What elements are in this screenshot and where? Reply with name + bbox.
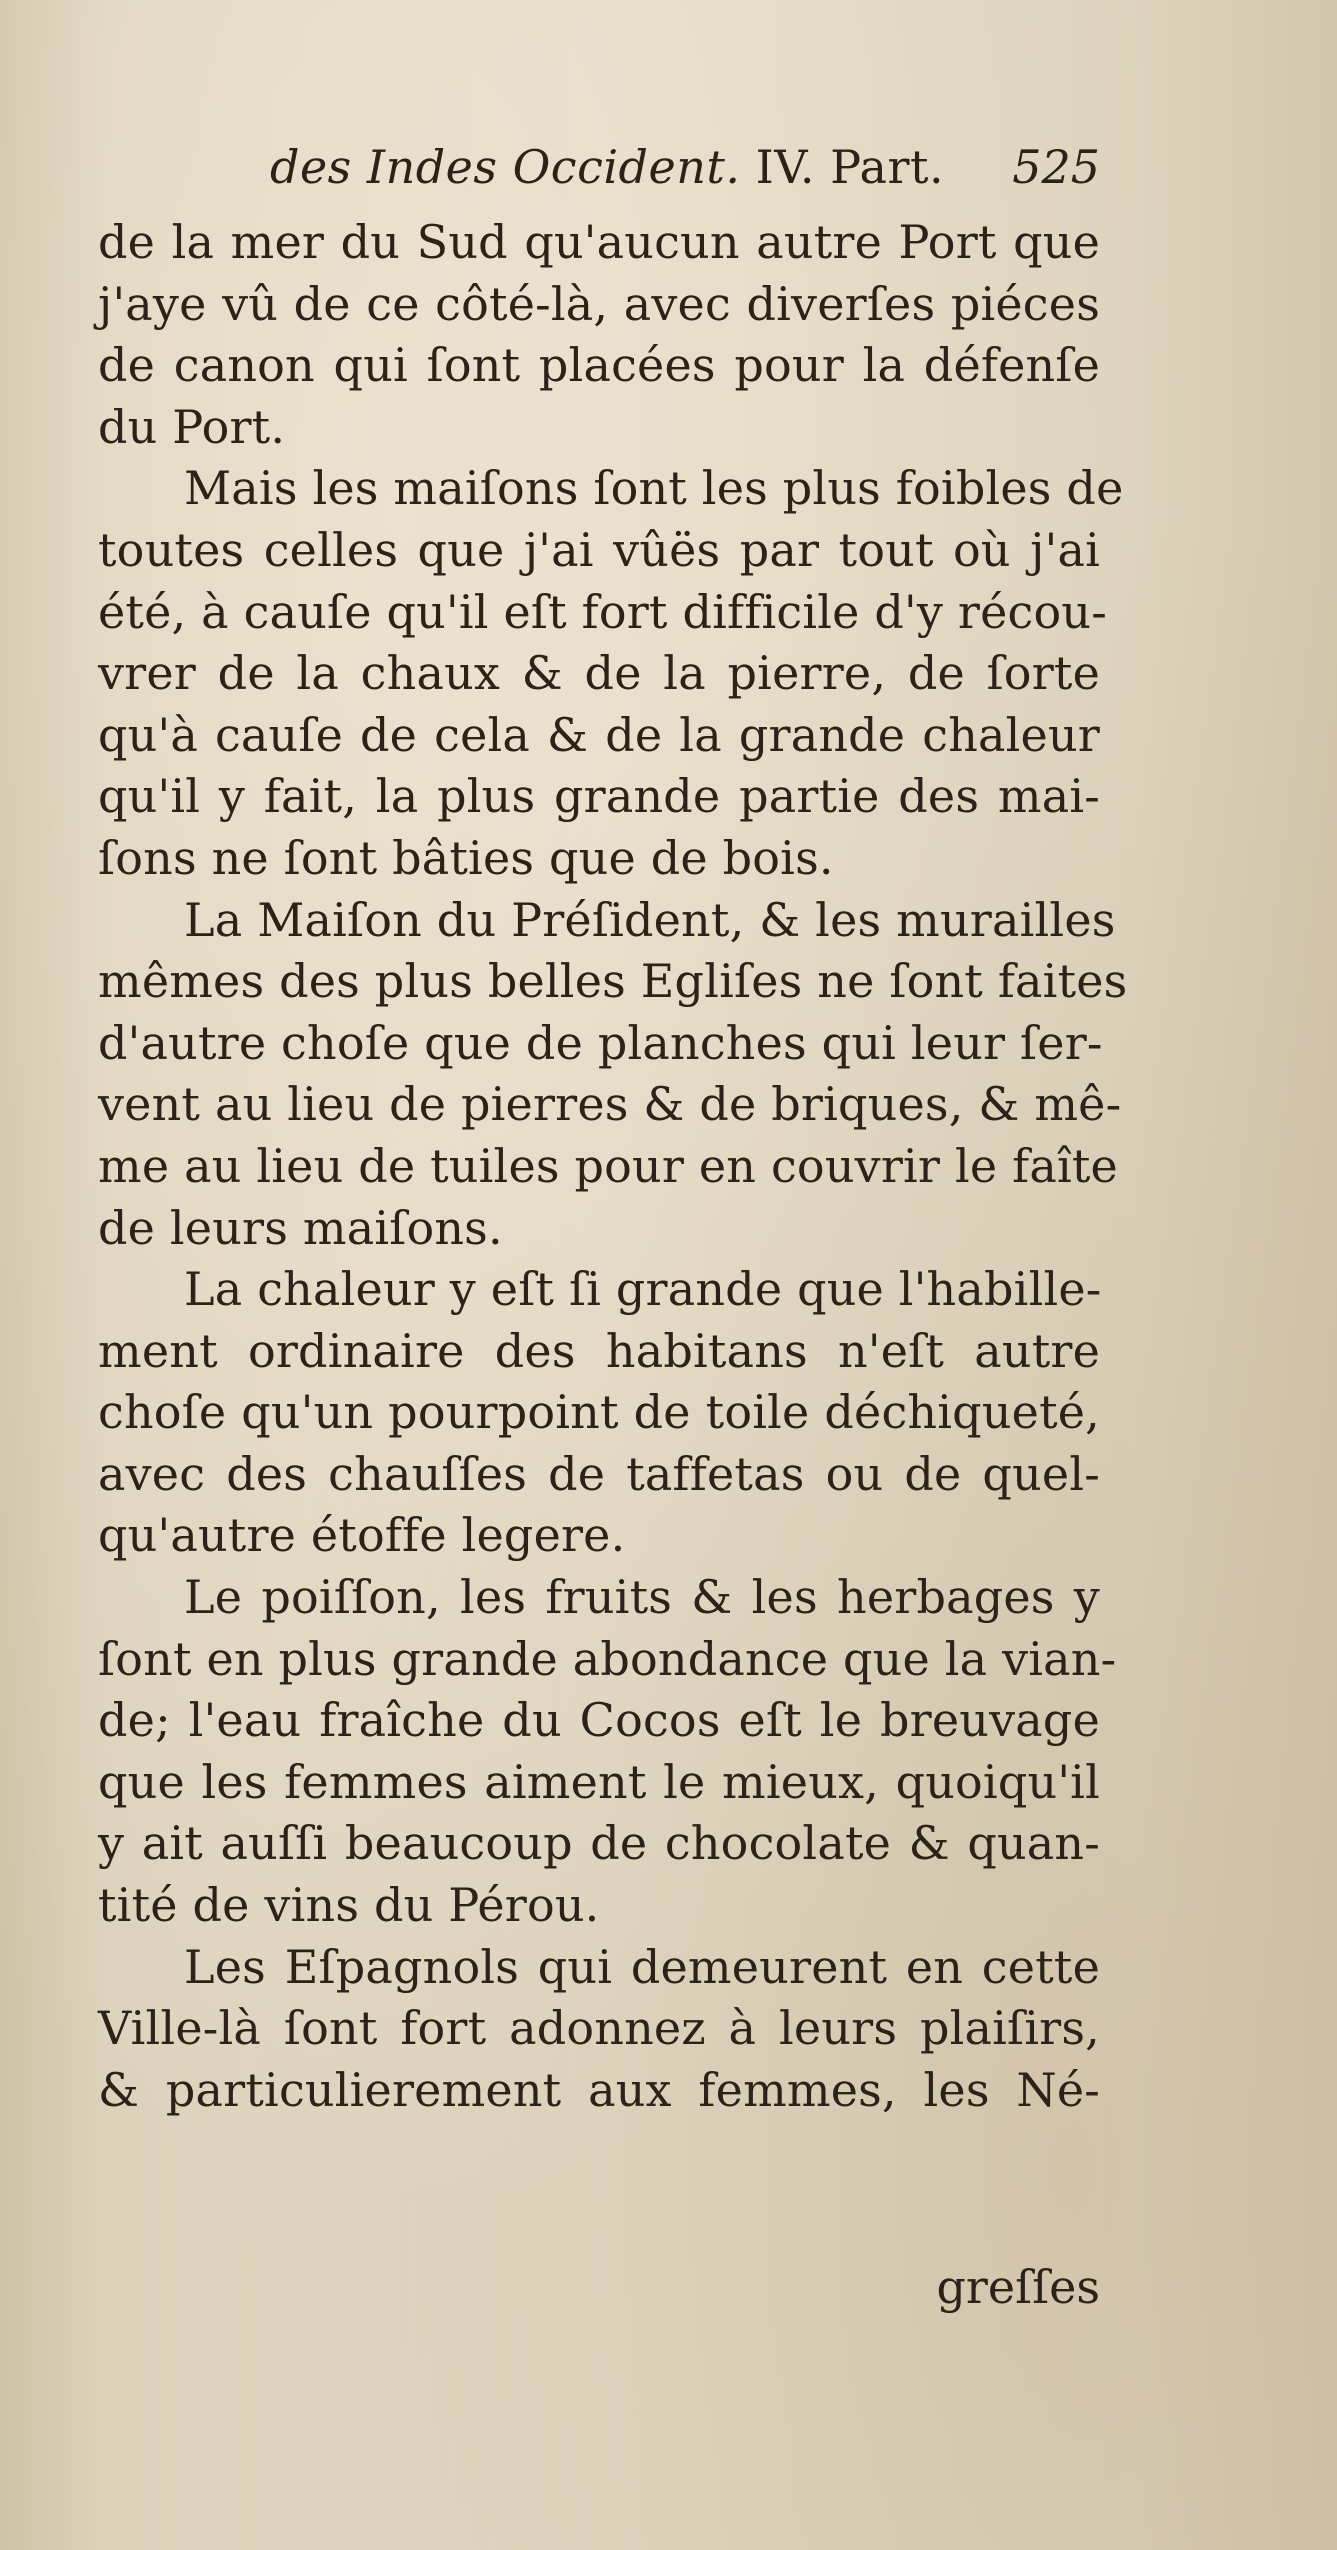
text-line: mêmes des plus belles Egliſes ne ſont faites: [98, 954, 1128, 1009]
page-header: [270, 140, 1100, 200]
text-line: qu'autre étoffe legere.: [98, 1508, 626, 1563]
text-line: & particulierement aux femmes, les Né-: [98, 2062, 1100, 2117]
text-line: qu'il y fait, la plus grande partie des mai-: [98, 769, 1100, 824]
text-line: toutes celles que j'ai vûës par tout où j'ai: [98, 522, 1100, 577]
text-line: Ville-là ſont fort adonnez à leurs plaiſirs,: [98, 2001, 1100, 2056]
text-line: La chaleur y eſt ſi grande que l'habille-: [184, 1262, 1102, 1317]
text-line: vent au lieu de pierres & de briques, & mê-: [98, 1077, 1122, 1132]
text-line: j'aye vû de ce côté-là, avec diverſes piéces: [98, 276, 1100, 331]
text-line: me au lieu de tuiles pour en couvrir le faîte: [98, 1138, 1118, 1193]
text-line: de canon qui ſont placées pour la défenſe: [98, 338, 1100, 393]
text-line: choſe qu'un pourpoint de toile déchiqueté,: [98, 1385, 1100, 1440]
body-text: [98, 212, 1128, 2121]
running-head: [270, 140, 944, 194]
text-line: ſont en plus grande abondance que la vian-: [98, 1631, 1117, 1686]
text-line: Mais les maiſons ſont les plus foibles de: [184, 461, 1124, 516]
text-line: y ait auſſi beaucoup de chocolate & quan-: [98, 1816, 1100, 1871]
text-line: avec des chauſſes de taffetas ou de quel-: [98, 1446, 1100, 1501]
catchword: greſſes: [936, 2260, 1100, 2314]
text-line: Le poiſſon, les fruits & les herbages y: [184, 1570, 1100, 1625]
text-line: de la mer du Sud qu'aucun autre Port que: [98, 215, 1100, 269]
text-line: tité de vins du Pérou.: [98, 1878, 600, 1933]
text-line: qu'à cauſe de cela & de la grande chaleur: [98, 707, 1100, 762]
text-line: d'autre choſe que de planches qui leur ſer-: [98, 1015, 1103, 1070]
page-number: 525: [1012, 140, 1100, 194]
text-line: de; l'eau fraîche du Cocos eſt le breuvage: [98, 1693, 1100, 1748]
text-line: vrer de la chaux & de la pierre, de ſorte: [98, 646, 1100, 701]
text-line: La Maiſon du Préſident, & les murailles: [184, 892, 1116, 947]
text-line: ſons ne ſont bâties que de bois.: [98, 830, 834, 885]
text-line: du Port.: [98, 399, 286, 454]
text-line: ment ordinaire des habitans n'eſt autre: [98, 1323, 1100, 1378]
text-line: Les Eſpagnols qui demeurent en cette: [184, 1939, 1100, 1994]
text-line: que les femmes aiment le mieux, quoiqu'il: [98, 1754, 1100, 1809]
running-head-italic: des Indes Occident.: [270, 140, 741, 194]
text-line: de leurs maiſons.: [98, 1200, 503, 1255]
running-head-roman: IV. Part.: [740, 140, 945, 194]
text-line: été, à cauſe qu'il eſt fort difficile d'y récou-: [98, 584, 1107, 639]
